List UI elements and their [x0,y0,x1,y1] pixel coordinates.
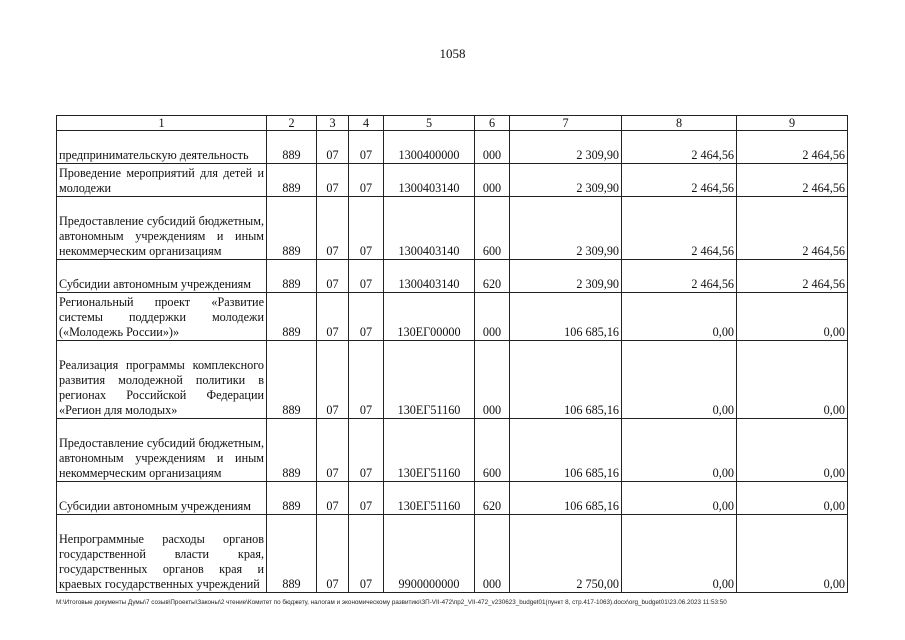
header-col-8: 8 [622,116,737,131]
cell-col-7: 2 309,90 [510,197,622,260]
cell-col-9: 0,00 [737,293,848,341]
row-description: Предоставление субсидий бюджетным, автономным учреждениям и иным некоммерческим организациям [57,197,267,260]
cell-col-2: 889 [267,131,317,164]
table-header-row [57,116,848,131]
cell-col-3: 07 [317,482,349,515]
cell-col-7: 2 309,90 [510,260,622,293]
cell-col-7: 106 685,16 [510,341,622,419]
cell-col-2: 889 [267,293,317,341]
cell-col-4: 07 [349,419,384,482]
cell-col-7: 106 685,16 [510,482,622,515]
cell-col-9: 2 464,56 [737,164,848,197]
cell-col-8: 0,00 [622,293,737,341]
cell-col-8: 0,00 [622,341,737,419]
cell-col-8: 0,00 [622,515,737,593]
cell-col-3: 07 [317,419,349,482]
header-col-1: 1 [57,116,267,131]
cell-col-4: 07 [349,515,384,593]
header-col-4: 4 [349,116,384,131]
row-description: Непрограммные расходы органов государственной власти края, государственных органов края и краевых государственных учреждений [57,515,267,593]
row-description: Субсидии автономным учреждениям [57,260,267,293]
cell-col-5: 130ЕГ51160 [384,341,475,419]
table-row [57,515,848,593]
cell-col-7: 106 685,16 [510,419,622,482]
cell-col-2: 889 [267,164,317,197]
row-description: Региональный проект «Развитие системы поддержки молодежи («Молодежь России»)» [57,293,267,341]
cell-col-6: 620 [475,260,510,293]
cell-col-3: 07 [317,260,349,293]
cell-col-9: 2 464,56 [737,197,848,260]
table-row [57,260,848,293]
cell-col-6: 000 [475,131,510,164]
cell-col-8: 2 464,56 [622,131,737,164]
cell-col-6: 000 [475,341,510,419]
cell-col-2: 889 [267,341,317,419]
row-description: Реализация программы комплексного развития молодежной политики в регионах Российской Федерации «Регион для молодых» [57,341,267,419]
page-number: 1058 [439,46,466,61]
cell-col-9: 0,00 [737,482,848,515]
cell-col-5: 9900000000 [384,515,475,593]
cell-col-3: 07 [317,164,349,197]
row-description: Субсидии автономным учреждениям [57,482,267,515]
cell-col-6: 620 [475,482,510,515]
cell-col-6: 600 [475,419,510,482]
cell-col-5: 130ЕГ51160 [384,419,475,482]
cell-col-9: 0,00 [737,515,848,593]
cell-col-4: 07 [349,293,384,341]
cell-col-5: 1300400000 [384,131,475,164]
cell-col-6: 000 [475,293,510,341]
header-col-3: 3 [317,116,349,131]
header-col-5: 5 [384,116,475,131]
cell-col-8: 0,00 [622,419,737,482]
cell-col-3: 07 [317,131,349,164]
cell-col-9: 2 464,56 [737,260,848,293]
cell-col-2: 889 [267,482,317,515]
cell-col-2: 889 [267,419,317,482]
cell-col-3: 07 [317,515,349,593]
header-col-9: 9 [737,116,848,131]
cell-col-4: 07 [349,482,384,515]
cell-col-5: 1300403140 [384,260,475,293]
cell-col-5: 1300403140 [384,164,475,197]
row-description: Предоставление субсидий бюджетным, автономным учреждениям и иным некоммерческим организациям [57,419,267,482]
cell-col-6: 000 [475,515,510,593]
cell-col-2: 889 [267,260,317,293]
cell-col-9: 2 464,56 [737,131,848,164]
cell-col-4: 07 [349,164,384,197]
table-row [57,197,848,260]
cell-col-8: 2 464,56 [622,197,737,260]
header-col-6: 6 [475,116,510,131]
header-col-2: 2 [267,116,317,131]
file-path-footer: M:\Итоговые документы Думы\7 созыв\Проекты\Законы\2 чтение\Комитет по бюджету, налогам и экономическому развитию\ЗП-VII-472\пр2_VII-472_v230623_budget01(пункт 8, стр.417-1063).docx\org_budget01\23.06.2023 11:53:50 [56,599,727,606]
cell-col-9: 0,00 [737,341,848,419]
budget-table [56,115,848,593]
cell-col-7: 2 309,90 [510,131,622,164]
cell-col-3: 07 [317,293,349,341]
cell-col-5: 130ЕГ51160 [384,482,475,515]
cell-col-2: 889 [267,197,317,260]
cell-col-6: 600 [475,197,510,260]
cell-col-9: 0,00 [737,419,848,482]
row-description: Проведение мероприятий для детей и молодежи [57,164,267,197]
cell-col-5: 130ЕГ00000 [384,293,475,341]
cell-col-3: 07 [317,341,349,419]
cell-col-8: 2 464,56 [622,164,737,197]
cell-col-4: 07 [349,260,384,293]
table-row [57,293,848,341]
table-row [57,131,848,164]
row-description: предпринимательскую деятельность [57,131,267,164]
cell-col-4: 07 [349,341,384,419]
header-col-7: 7 [510,116,622,131]
cell-col-8: 0,00 [622,482,737,515]
cell-col-7: 106 685,16 [510,293,622,341]
cell-col-7: 2 309,90 [510,164,622,197]
cell-col-8: 2 464,56 [622,260,737,293]
table-row [57,164,848,197]
cell-col-2: 889 [267,515,317,593]
cell-col-7: 2 750,00 [510,515,622,593]
table-row [57,419,848,482]
table-row [57,341,848,419]
cell-col-5: 1300403140 [384,197,475,260]
cell-col-3: 07 [317,197,349,260]
cell-col-4: 07 [349,131,384,164]
cell-col-4: 07 [349,197,384,260]
cell-col-6: 000 [475,164,510,197]
table-row [57,482,848,515]
